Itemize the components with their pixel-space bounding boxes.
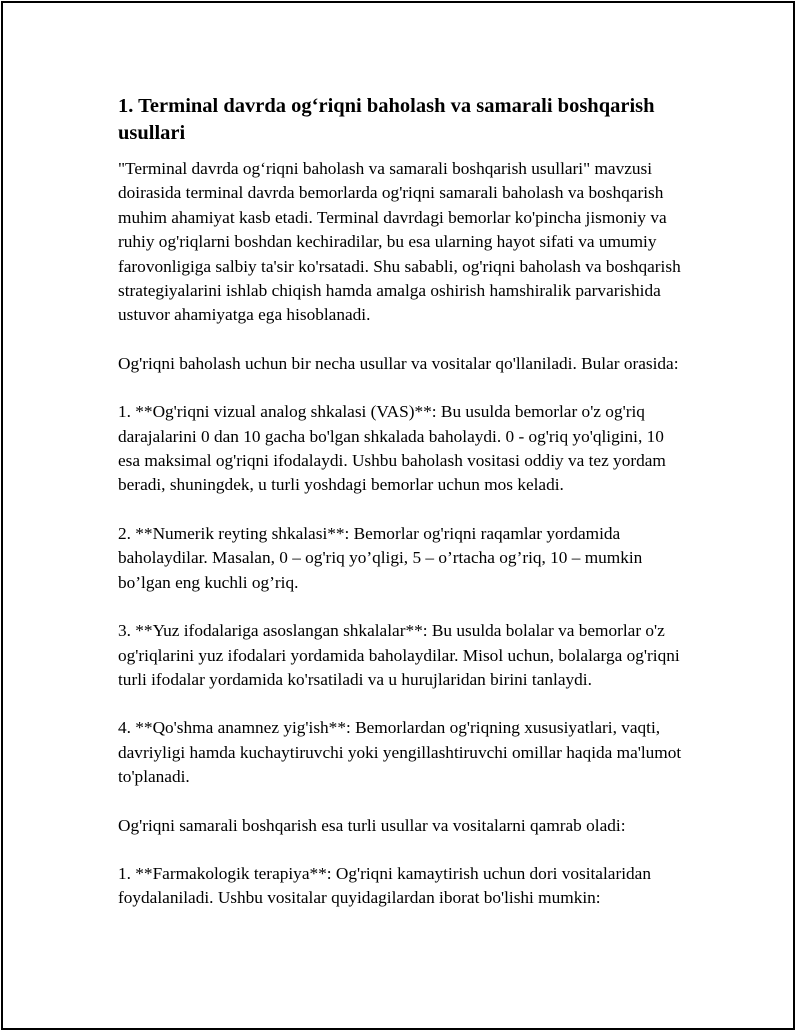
list-item-anamnesis: 4. **Qo'shma anamnez yig'ish**: Bemorlardan og'riqning xususiyatlari, vaqti, davriyligi hamda kuchaytiruvchi yoki yengillashtiruvchi omillar haqida ma'lumot to'planadi. xyxy=(118,718,682,787)
list-item-pharmacological: 1. **Farmakologik terapiya**: Og'riqni kamaytirish uchun dori vositalaridan foydalaniladi. Ushbu vositalar quyidagilardan iborat bo'lishi mumkin: xyxy=(118,863,651,908)
list-item-vas: 1. **Og'riqni vizual analog shkalasi (VAS)**: Bu usulda bemorlar o'z og'riq darajalarini 0 dan 10 gacha bo'lgan shkalada baholaydi. 0 - og'riq yo'qligini, 10 esa maksimal og'riqni ifodalaydi. Ushbu baholash vositasi oddiy va tez yordam beradi, shuningdek, u turli yoshdagi bemorlar uchun mos keladi. xyxy=(118,402,666,495)
document-body xyxy=(118,93,688,935)
assessment-intro-paragraph: Og'riqni baholash uchun bir necha usullar va vositalar qo'llaniladi. Bular orasida: xyxy=(118,353,679,373)
intro-paragraph: "Terminal davrda og‘riqni baholash va samarali boshqarish usullari" mavzusi doirasida terminal davrda bemorlarda og'riqni samarali baholash va boshqarish muhim ahamiyat kasb etadi. Terminal davrdagi bemorlar ko'pincha jismoniy va ruhiy og'riqlarni boshdan kechiradilar, bu esa ularning hayot sifati va umumiy farovonligiga salbiy ta'sir ko'rsatadi. Shu sababli, og'riqni baholash va boshqarish strategiyalarini ishlab chiqish hamda amalga oshirish hamshiralik parvarishida ustuvor ahamiyatga ega hisoblanadi. xyxy=(118,159,681,325)
document-title: 1. Terminal davrda og‘riqni baholash va samarali boshqarish usullari xyxy=(118,95,655,144)
list-item-numeric-scale: 2. **Numerik reyting shkalasi**: Bemorlar og'riqni raqamlar yordamida baholaydilar. Masalan, 0 – og'riq yo’qligi, 5 – o’rtacha og’riq, 10 – mumkin bo’lgan eng kuchli og’riq. xyxy=(118,523,643,592)
management-intro-paragraph: Og'riqni samarali boshqarish esa turli usullar va vositalarni qamrab oladi: xyxy=(118,815,626,835)
list-item-face-scale: 3. **Yuz ifodalariga asoslangan shkalalar**: Bu usulda bolalar va bemorlar o'z og'riqlarini yuz ifodalari yordamida baholaydilar. Misol uchun, bolalarga og'riqni turli ifodalar yordamida ko'rsatiladi va u hurujlaridan birini tanlaydi. xyxy=(118,621,680,689)
